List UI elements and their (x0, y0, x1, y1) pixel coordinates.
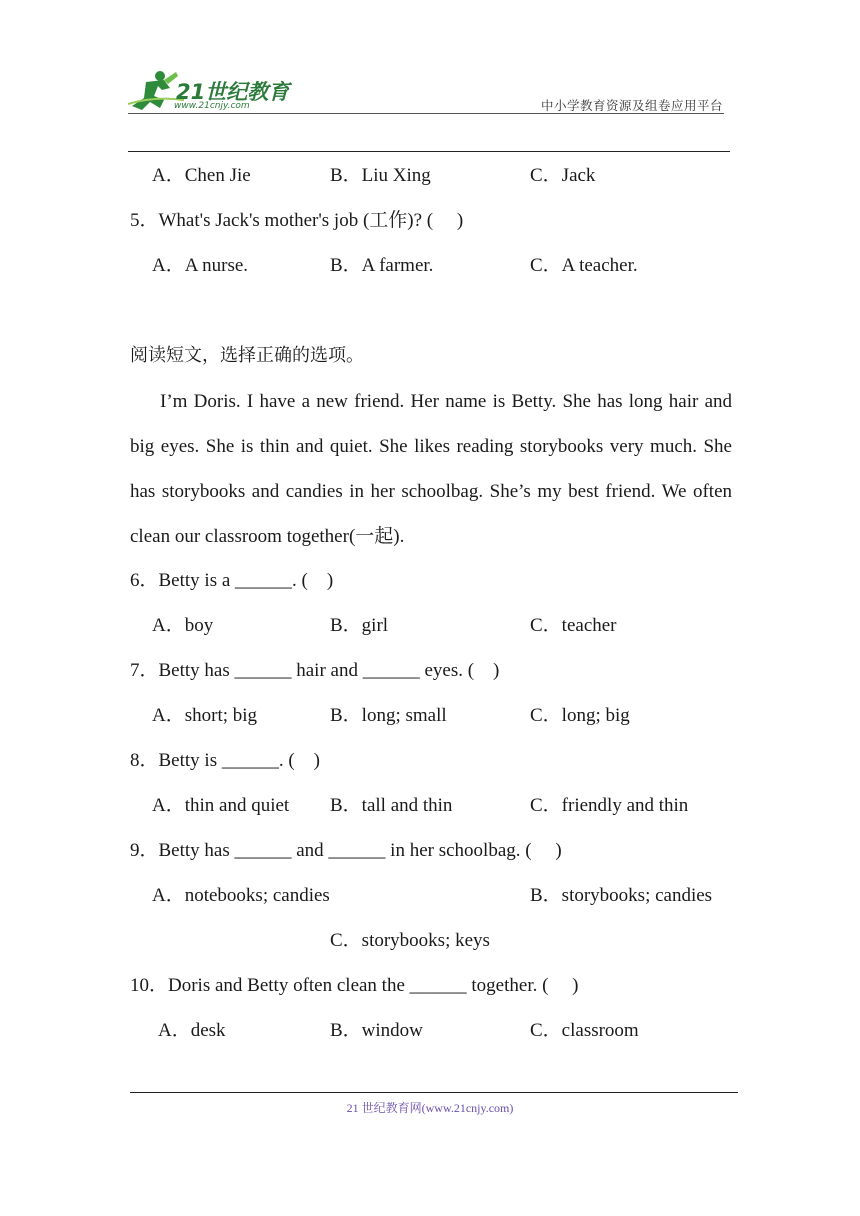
site-logo (124, 66, 294, 116)
footer-rule (130, 1092, 738, 1093)
footer-text: 21 世纪教育网(www.21cnjy.com) (346, 1101, 514, 1115)
q5-question: 5．What's Jack's mother's job (工作)? ( ) (130, 210, 464, 231)
q8-question: 8．Betty is ______. ( ) (130, 750, 320, 771)
passage-text: I’m Doris. I have a new friend. Her name is Betty. She has long hair and big eyes. She is thin and quiet. She likes reading storybooks very much. She has storybooks and candies in her schoolbag. She’s my best friend. We often clean our classroom together(一起). (130, 391, 732, 547)
q8-option-b: B．tall and thin (330, 795, 453, 816)
q9-option-c: C．storybooks; keys (330, 930, 490, 951)
q6-question: 6．Betty is a ______. ( ) (130, 570, 334, 591)
q4-option-a: A．Chen Jie (152, 165, 251, 186)
q9-option-b: B．storybooks; candies (530, 885, 713, 906)
q4-option-c: C．Jack (530, 165, 596, 186)
q8-option-a: A．thin and quiet (152, 795, 290, 816)
q9-question: 9．Betty has ______ and ______ in her schoolbag. ( ) (130, 840, 562, 861)
q7-option-c: C．long; big (530, 705, 630, 726)
q8-option-c: C．friendly and thin (530, 795, 689, 816)
header-platform-text: 中小学教育资源及组卷应用平台 (541, 98, 724, 113)
section-instruction: 阅读短文，选择正确的选项。 (130, 345, 364, 366)
q10-question: 10．Doris and Betty often clean the ______ together. ( ) (130, 975, 579, 996)
q5-option-c: C．A teacher. (530, 255, 638, 276)
q10-option-a: A．desk (158, 1020, 226, 1041)
q6-option-c: C．teacher (530, 615, 617, 636)
q7-question: 7．Betty has ______ hair and ______ eyes. ( ) (130, 660, 500, 681)
top-rule (128, 151, 730, 152)
q7-option-a: A．short; big (152, 705, 258, 726)
q4-option-b: B．Liu Xing (330, 165, 431, 186)
q7-option-b: B．long; small (330, 705, 447, 726)
q5-option-b: B．A farmer. (330, 255, 434, 276)
q6-option-b: B．girl (330, 615, 389, 636)
q10-option-b: B．window (330, 1020, 423, 1041)
logo-text: 21世纪教育 (176, 80, 290, 104)
logo-url: www.21cnjy.com (174, 101, 250, 111)
header-divider (128, 113, 724, 114)
q10-option-c: C．classroom (530, 1020, 639, 1041)
q9-option-a: A．notebooks; candies (152, 885, 330, 906)
q5-option-a: A．A nurse. (152, 255, 249, 276)
q6-option-a: A．boy (152, 615, 214, 636)
reading-passage (130, 379, 732, 559)
